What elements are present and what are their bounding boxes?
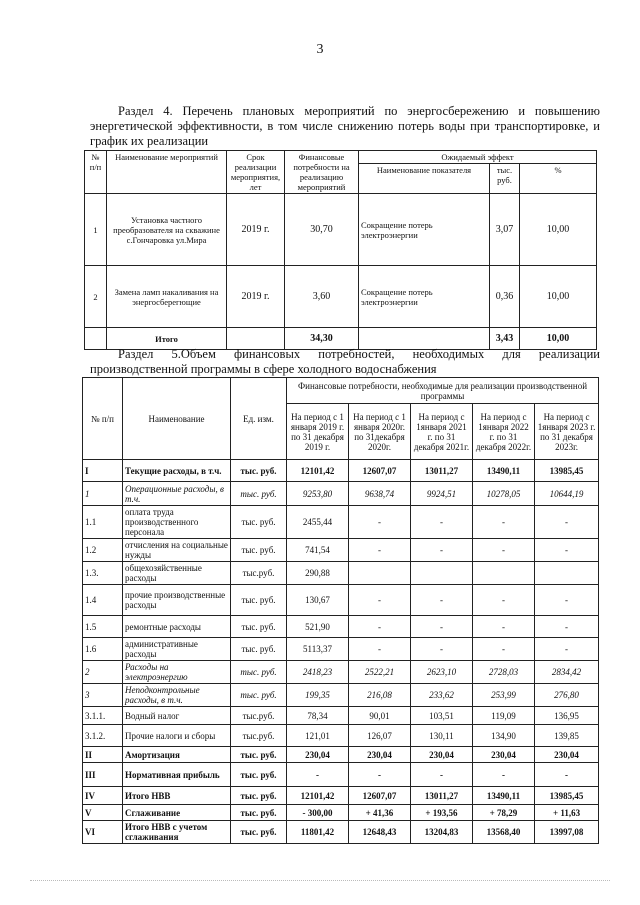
row-value-period-2: 230,04 xyxy=(349,747,411,763)
row-num: 1.5 xyxy=(83,616,123,638)
row-unit: тыс. руб. xyxy=(231,460,287,482)
header-financing: Финансовые потребности на реализацию мероприятий xyxy=(285,151,359,194)
row-name: Сглаживание xyxy=(123,805,231,821)
page-number: 3 xyxy=(316,42,324,57)
row-unit: тыс. руб. xyxy=(231,747,287,763)
row-financing: 3,60 xyxy=(285,266,359,328)
row-value-period-4: - xyxy=(473,638,535,661)
table-row xyxy=(83,821,599,844)
row-value-period-2: - xyxy=(349,763,411,787)
row-value-period-4: - xyxy=(473,506,535,539)
row-name: отчисления на социальные нужды xyxy=(123,539,231,562)
row-value-period-4: 13490,11 xyxy=(473,787,535,805)
row-name: Расходы на электроэнергию xyxy=(123,661,231,684)
row-value-period-2: - xyxy=(349,638,411,661)
row-value-period-2: 12648,43 xyxy=(349,821,411,844)
header-name: Наименование мероприятий xyxy=(107,151,227,194)
row-value-period-4: - xyxy=(473,585,535,616)
row-value-period-1: 12101,42 xyxy=(287,787,349,805)
header-period-2020: На период с 1 января 2020г. по 31декабря 2020г. xyxy=(349,404,411,460)
row-unit: тыс. руб. xyxy=(231,821,287,844)
row-value-period-1: 741,54 xyxy=(287,539,349,562)
financial-needs-body xyxy=(83,460,599,844)
row-num: III xyxy=(83,763,123,787)
row-value-period-4: - xyxy=(473,763,535,787)
row-unit: тыс. руб. xyxy=(231,506,287,539)
header-unit: тыс. руб. xyxy=(490,164,520,194)
row-value-period-2: + 41,36 xyxy=(349,805,411,821)
row-value-period-5 xyxy=(535,562,599,585)
page-bottom-divider xyxy=(30,880,610,881)
row-value-period-1: 12101,42 xyxy=(287,460,349,482)
row-value-period-2: 2522,21 xyxy=(349,661,411,684)
row-value-period-2: - xyxy=(349,585,411,616)
table-row xyxy=(85,266,597,328)
table-row xyxy=(83,763,599,787)
header-indicator: Наименование показателя xyxy=(359,164,490,194)
row-unit: тыс. руб. xyxy=(231,805,287,821)
row-value-period-3: 230,04 xyxy=(411,747,473,763)
row-value-period-5: 13985,45 xyxy=(535,460,599,482)
row-name: Водный налог xyxy=(123,707,231,725)
row-value-period-5: - xyxy=(535,539,599,562)
row-value-period-1: 290,88 xyxy=(287,562,349,585)
table-row xyxy=(83,805,599,821)
row-value-period-4: - xyxy=(473,616,535,638)
table-row xyxy=(83,707,599,725)
row-value-period-5: 13997,08 xyxy=(535,821,599,844)
row-value-period-3: - xyxy=(411,763,473,787)
row-name: Неподконтрольные расходы, в т.ч. xyxy=(123,684,231,707)
row-percent: 10,00 xyxy=(520,194,597,266)
row-value-period-1: 78,34 xyxy=(287,707,349,725)
row-num: IV xyxy=(83,787,123,805)
row-value-period-2: 126,07 xyxy=(349,725,411,747)
total-percent: 10,00 xyxy=(520,328,597,350)
row-unit: тыс. руб. xyxy=(231,763,287,787)
row-num: 1 xyxy=(83,482,123,506)
row-value-period-3: - xyxy=(411,539,473,562)
row-unit: тыс.руб. xyxy=(231,562,287,585)
row-num: 1.4 xyxy=(83,585,123,616)
row-value-period-3: 13011,27 xyxy=(411,460,473,482)
row-value-period-1: - 300,00 xyxy=(287,805,349,821)
row-value-period-4: 10278,05 xyxy=(473,482,535,506)
row-name: Нормативная прибыль xyxy=(123,763,231,787)
row-value-period-2: - xyxy=(349,506,411,539)
table-row xyxy=(83,585,599,616)
row-value-period-5: 13985,45 xyxy=(535,787,599,805)
row-name: Прочие налоги и сборы xyxy=(123,725,231,747)
row-value-period-3: 2623,10 xyxy=(411,661,473,684)
row-value-period-5: - xyxy=(535,763,599,787)
row-value-period-5: - xyxy=(535,506,599,539)
row-unit: тыс. руб. xyxy=(231,787,287,805)
row-num: 3 xyxy=(83,684,123,707)
row-indicator: Сокращение потерь электроэнергии xyxy=(359,266,490,328)
row-value-period-1: 130,67 xyxy=(287,585,349,616)
financial-needs-table xyxy=(82,377,599,844)
row-value-period-3: - xyxy=(411,585,473,616)
row-value-period-5: 2834,42 xyxy=(535,661,599,684)
row-value-period-4: 230,04 xyxy=(473,747,535,763)
row-value-period-4: 134,90 xyxy=(473,725,535,747)
row-value-period-2: 90,01 xyxy=(349,707,411,725)
row-value-period-4: - xyxy=(473,539,535,562)
row-num: 1.6 xyxy=(83,638,123,661)
row-value-period-4: 253,99 xyxy=(473,684,535,707)
row-term: 2019 г. xyxy=(227,266,285,328)
table-row xyxy=(83,482,599,506)
row-value-period-1: 2455,44 xyxy=(287,506,349,539)
table-row xyxy=(83,562,599,585)
row-unit: тыс. руб. xyxy=(231,661,287,684)
row-unit: тыс. руб. xyxy=(231,539,287,562)
table-row xyxy=(83,787,599,805)
header-expected-effect: Ожидаемый эффект xyxy=(359,151,597,164)
header-name: Наименование xyxy=(123,378,231,460)
row-value-period-2: 216,08 xyxy=(349,684,411,707)
row-financing: 30,70 xyxy=(285,194,359,266)
row-percent: 10,00 xyxy=(520,266,597,328)
row-value-period-3: - xyxy=(411,616,473,638)
row-value-period-2 xyxy=(349,562,411,585)
total-unit-value: 3,43 xyxy=(490,328,520,350)
table-row xyxy=(83,684,599,707)
header-percent: % xyxy=(520,164,597,194)
row-value-period-1: 9253,80 xyxy=(287,482,349,506)
row-value-period-1: - xyxy=(287,763,349,787)
row-value-period-2: 12607,07 xyxy=(349,787,411,805)
row-num: V xyxy=(83,805,123,821)
header-num: № п/п xyxy=(83,378,123,460)
row-unit-value: 0,36 xyxy=(490,266,520,328)
table-row xyxy=(83,616,599,638)
row-name: общехозяйственные расходы xyxy=(123,562,231,585)
row-num: 1.3. xyxy=(83,562,123,585)
row-value-period-3: 9924,51 xyxy=(411,482,473,506)
row-unit: тыс. руб. xyxy=(231,585,287,616)
row-value-period-1: 5113,37 xyxy=(287,638,349,661)
row-name: Замена ламп накаливания на энергосберегющие xyxy=(107,266,227,328)
header-financial-needs: Финансовые потребности, необходимые для реализации производственной программы xyxy=(287,378,599,404)
row-value-period-3: 233,62 xyxy=(411,684,473,707)
table-row xyxy=(83,638,599,661)
row-value-period-5: - xyxy=(535,638,599,661)
row-name: Амортизация xyxy=(123,747,231,763)
table-row xyxy=(83,747,599,763)
row-num: II xyxy=(83,747,123,763)
section-5-heading: Раздел 5.Объем финансовых потребностей, необходимых для реализации производственной программы в сфере холодного водоснабжения xyxy=(90,347,600,376)
row-name: Текущие расходы, в т.ч. xyxy=(123,460,231,482)
row-value-period-5: 136,95 xyxy=(535,707,599,725)
table-row xyxy=(83,460,599,482)
row-unit: тыс. руб. xyxy=(231,616,287,638)
row-value-period-1: 2418,23 xyxy=(287,661,349,684)
header-period-2021: На период с 1января 2021 г. по 31 декабря 2021г. xyxy=(411,404,473,460)
row-unit: тыс. руб. xyxy=(231,638,287,661)
total-label: Итого xyxy=(107,328,227,350)
row-value-period-1: 521,90 xyxy=(287,616,349,638)
row-num: 1 xyxy=(85,194,107,266)
row-num: 1.2 xyxy=(83,539,123,562)
row-num: I xyxy=(83,460,123,482)
row-value-period-3: 130,11 xyxy=(411,725,473,747)
row-term: 2019 г. xyxy=(227,194,285,266)
row-value-period-2: - xyxy=(349,616,411,638)
table-row xyxy=(83,725,599,747)
row-value-period-2: 12607,07 xyxy=(349,460,411,482)
table-row xyxy=(85,194,597,266)
row-num: VI xyxy=(83,821,123,844)
row-num: 2 xyxy=(83,661,123,684)
row-num: 1.1 xyxy=(83,506,123,539)
row-value-period-4 xyxy=(473,562,535,585)
row-name: ремонтные расходы xyxy=(123,616,231,638)
energy-saving-table xyxy=(84,150,597,350)
row-unit-value: 3,07 xyxy=(490,194,520,266)
row-value-period-5: 10644,19 xyxy=(535,482,599,506)
header-term: Срок реализации мероприятия, лет xyxy=(227,151,285,194)
row-value-period-3: 103,51 xyxy=(411,707,473,725)
row-value-period-4: + 78,29 xyxy=(473,805,535,821)
row-name: оплата труда производственного персонала xyxy=(123,506,231,539)
row-value-period-2: - xyxy=(349,539,411,562)
row-value-period-1: 11801,42 xyxy=(287,821,349,844)
row-value-period-5: 276,80 xyxy=(535,684,599,707)
row-num: 3.1.2. xyxy=(83,725,123,747)
row-unit: тыс. руб. xyxy=(231,684,287,707)
header-period-2022: На период с 1января 2022 г. по 31 декабря 2022г. xyxy=(473,404,535,460)
row-name: прочие производственные расходы xyxy=(123,585,231,616)
table-row xyxy=(83,539,599,562)
row-value-period-3 xyxy=(411,562,473,585)
row-value-period-3: 13011,27 xyxy=(411,787,473,805)
row-value-period-5: 230,04 xyxy=(535,747,599,763)
row-value-period-1: 121,01 xyxy=(287,725,349,747)
table-row xyxy=(83,506,599,539)
row-name: Операционные расходы, в т.ч. xyxy=(123,482,231,506)
header-unit: Ед. изм. xyxy=(231,378,287,460)
row-value-period-4: 13568,40 xyxy=(473,821,535,844)
row-value-period-5: - xyxy=(535,616,599,638)
row-value-period-5: + 11,63 xyxy=(535,805,599,821)
row-num: 2 xyxy=(85,266,107,328)
row-num: 3.1.1. xyxy=(83,707,123,725)
header-period-2023: На период с 1января 2023 г. по 31 декабря 2023г. xyxy=(535,404,599,460)
table-row xyxy=(83,661,599,684)
row-value-period-1: 230,04 xyxy=(287,747,349,763)
row-value-period-5: 139,85 xyxy=(535,725,599,747)
row-value-period-4: 13490,11 xyxy=(473,460,535,482)
header-num: № п/п xyxy=(85,151,107,194)
row-value-period-4: 2728,03 xyxy=(473,661,535,684)
row-unit: тыс.руб. xyxy=(231,725,287,747)
row-value-period-5: - xyxy=(535,585,599,616)
row-value-period-3: 13204,83 xyxy=(411,821,473,844)
row-unit: тыс.руб. xyxy=(231,707,287,725)
row-value-period-1: 199,35 xyxy=(287,684,349,707)
header-period-2019: На период с 1 января 2019 г. по 31 декабря 2019 г. xyxy=(287,404,349,460)
row-name: Итого НВВ xyxy=(123,787,231,805)
row-value-period-3: - xyxy=(411,638,473,661)
row-value-period-2: 9638,74 xyxy=(349,482,411,506)
row-name: Итого НВВ с учетом сглаживания xyxy=(123,821,231,844)
section-4-heading: Раздел 4. Перечень плановых мероприятий по энергосбережению и повышению энергетической эффективности, в том числе снижению потерь воды при транспортировке, и график их реализации xyxy=(90,104,600,148)
row-indicator: Сокращение потерь электроэнергии xyxy=(359,194,490,266)
row-unit: тыс. руб. xyxy=(231,482,287,506)
total-financing: 34,30 xyxy=(285,328,359,350)
row-name: административные расходы xyxy=(123,638,231,661)
row-value-period-3: - xyxy=(411,506,473,539)
row-value-period-3: + 193,56 xyxy=(411,805,473,821)
row-name: Установка частного преобразователя на скважине с.Гончаровка ул.Мира xyxy=(107,194,227,266)
row-value-period-4: 119,09 xyxy=(473,707,535,725)
